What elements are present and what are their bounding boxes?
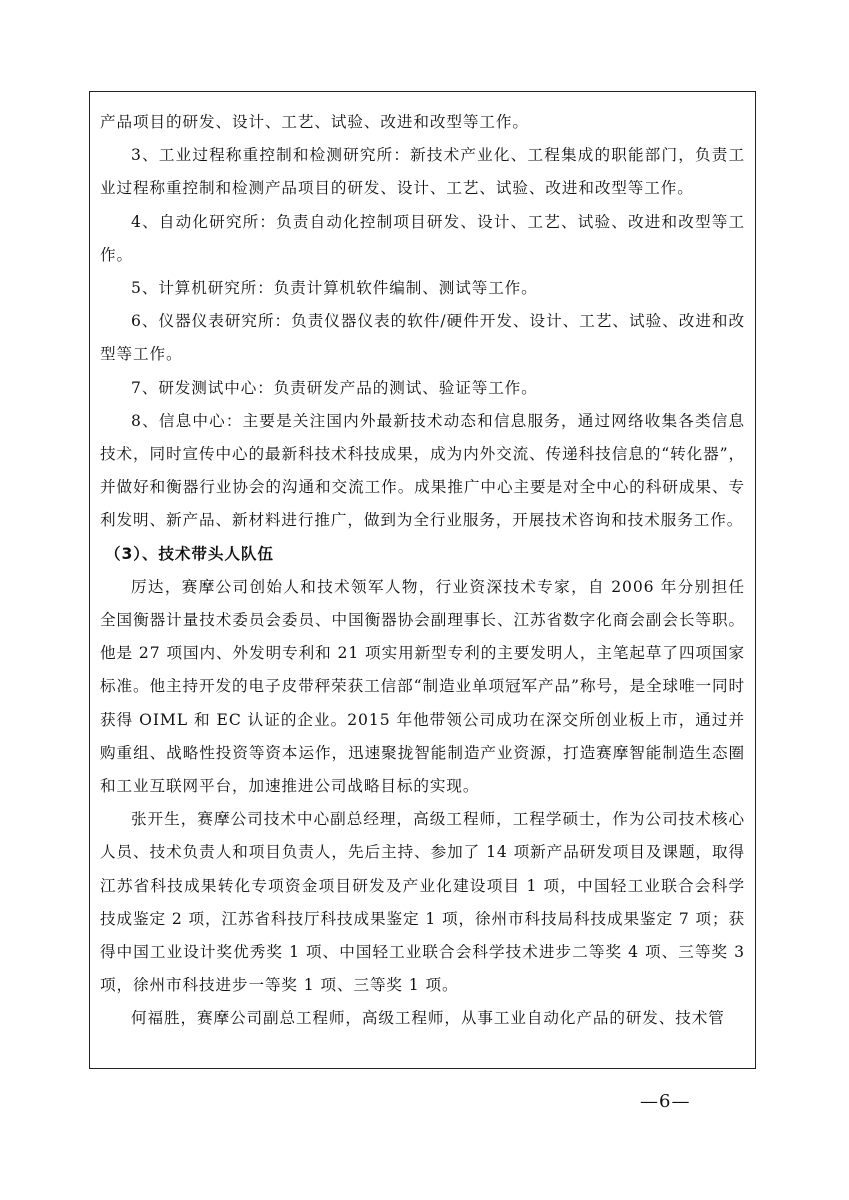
paragraph: 5、计算机研究所：负责计算机软件编制、测试等工作。 [131, 279, 538, 298]
paragraph: 张开生，赛摩公司技术中心副总经理，高级工程师，工程学硕士，作为公司技术核心人员、技术负责人和项目负责人，先后主持、参加了 14 项新产品研发项目及课题，取得江苏省科技成果转化专项资金项目研发及产业化建设项目 1 项，中国轻工业联合会科学技成鉴定 2 项，江苏省科技厅科技成果鉴定 1 项，徐州市科技局科技成果鉴定 7 项；获得中国工业设计奖优秀奖 1 项、中国轻工业联合会科学技术进步二等奖 4 项、三等奖 3 项，徐州市科技进步一等奖 1 项、三等奖 1 项。 [100, 810, 745, 995]
paragraph: 7、研发测试中心：负责研发产品的测试、验证等工作。 [131, 378, 538, 397]
paragraph: 6、仪器仪表研究所：负责仪器仪表的软件/硬件开发、设计、工艺、试验、改进和改型等工作。 [100, 312, 745, 364]
page-number: —6— [640, 1091, 691, 1112]
paragraph: 产品项目的研发、设计、工艺、试验、改进和改型等工作。 [100, 113, 529, 131]
paragraph: 何福胜，赛摩公司副总工程师，高级工程师，从事工业自动化产品的研发、技术管 [131, 1009, 725, 1028]
section-heading: （3）、技术带头人队伍 [105, 544, 274, 563]
paragraph: 8、信息中心：主要是关注国内外最新技术动态和信息服务，通过网络收集各类信息技术，同时宣传中心的最新科技术科技成果，成为内外交流、传递科技信息的“转化器”，并做好和衡器行业协会的沟通和交流工作。成果推广中心主要是对全中心的科研成果、专利发明、新产品、新材料进行推广，做到为全行业服务，开展技术咨询和技术服务工作。 [100, 411, 745, 530]
paragraph: 厉达，赛摩公司创始人和技术领军人物，行业资深技术专家，自 2006 年分别担任全国衡器计量技术委员会委员、中国衡器协会副理事长、江苏省数字化商会副会长等职。他是 27 项国内、外发明专利和 21 项实用新型专利的主要发明人，主笔起草了四项国家标准。他主持开发的电子皮带秤荣获工信部“制造业单项冠军产品”称号，是全球唯一同时获得 OIML 和 EC 认证的企业。2015 年他带领公司成功在深交所创业板上市，通过并购重组、战略性投资等资本运作，迅速聚拢智能制造产业资源，打造赛摩智能制造生态圈和工业互联网平台，加速推进公司战略目标的实现。 [100, 577, 745, 796]
document-body [100, 106, 745, 1036]
document-frame [89, 91, 756, 1069]
paragraph: 4、自动化研究所：负责自动化控制项目研发、设计、工艺、试验、改进和改型等工作。 [100, 212, 745, 264]
paragraph: 3、工业过程称重控制和检测研究所：新技术产业化、工程集成的职能部门，负责工业过程称重控制和检测产品项目的研发、设计、工艺、试验、改进和改型等工作。 [100, 146, 745, 198]
